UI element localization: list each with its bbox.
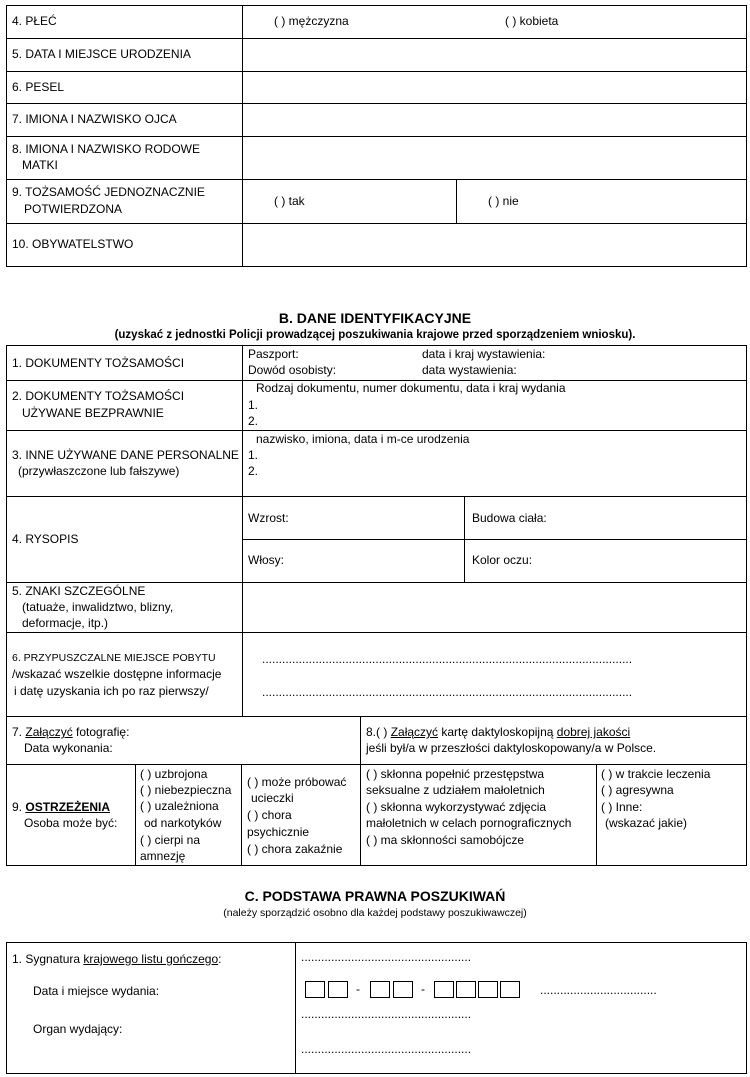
section-c-title: C. PODSTAWA PRAWNA POSZUKIWAŃ — [244, 888, 506, 904]
date-dash-2: - — [421, 982, 425, 996]
warrant-signature-label: 1. Sygnatura krajowego listu gończego: — [12, 952, 222, 966]
warning-treatment[interactable]: ( ) w trakcie leczenia — [601, 767, 711, 781]
identity-confirmed-label: 9. TOŻSAMOŚĆ JEDNOZNACZNIE — [12, 185, 205, 199]
warning-armed[interactable]: ( ) uzbrojona — [140, 767, 208, 781]
issuing-authority-label: Organ wydający: — [33, 1022, 123, 1036]
id-card-date-label: data wystawienia: — [422, 363, 517, 377]
warning-sexual[interactable]: ( ) skłonna popełnić przestępstwa — [366, 767, 545, 781]
residence-label: 6. PRZYPUSZCZALNE MIEJSCE POBYTU — [12, 652, 216, 664]
other-personal-data-head: nazwisko, imiona, data i m-ce urodzenia — [256, 432, 470, 446]
eye-color-label: Kolor oczu: — [472, 553, 533, 567]
warning-pornography[interactable]: ( ) skłonna wykorzystywać zdjęcia — [366, 800, 547, 814]
height-label: Wzrost: — [248, 511, 289, 525]
illegal-documents-item-1: 1. — [248, 398, 259, 412]
warning-addicted-2: od narkotyków — [144, 816, 222, 830]
warning-escape[interactable]: ( ) może próbować — [247, 775, 347, 789]
id-card-label: Dowód osobisty: — [248, 363, 337, 377]
warning-amnesia-2: amnezję — [140, 849, 186, 863]
residence-label-3: i datę uzyskania ich po raz pierwszy/ — [14, 684, 209, 698]
sex-label: 4. PŁEĆ — [12, 14, 57, 28]
section-c-subtitle: (należy sporządzić osobno dla każdej podstawy poszukiwawczej) — [223, 907, 527, 919]
warning-pornography-2: małoletnich w celach pornograficznych — [366, 816, 572, 830]
warning-escape-2: ucieczki — [251, 791, 294, 805]
residence-dots-2[interactable]: ............................................................................................................... — [262, 685, 633, 699]
identity-confirmed-label-2: POTWIERDZONA — [24, 202, 122, 216]
photo-label: 7. Załączyć fotografię: — [12, 725, 130, 739]
fingerprint-label: 8.( ) Załączyć kartę daktyloskopijną dobrej jakości — [366, 725, 631, 739]
description-label: 4. RYSOPIS — [12, 532, 79, 546]
id-documents-label: 1. DOKUMENTY TOŻSAMOŚCI — [12, 356, 185, 370]
warning-suicidal[interactable]: ( ) ma skłonności samobójcze — [366, 833, 525, 847]
mother-name-label: 8. IMIONA I NAZWISKO RODOWE — [12, 142, 201, 156]
warning-mental-2: psychicznie — [247, 825, 310, 839]
illegal-documents-label-2: UŻYWANE BEZPRAWNIE — [22, 406, 164, 420]
illegal-documents-label: 2. DOKUMENTY TOŻSAMOŚCI — [12, 389, 185, 403]
other-personal-data-label: 3. INNE UŻYWANE DANE PERSONALNE — [12, 448, 239, 462]
other-personal-data-item-1: 1. — [248, 448, 259, 462]
distinguishing-marks-label-3: deformacje, itp.) — [22, 616, 109, 630]
hair-label: Włosy: — [248, 553, 284, 567]
distinguishing-marks-label-2: (tatuaże, inwalidztwo, blizny, — [22, 600, 174, 614]
section-b-title: B. DANE IDENTYFIKACYJNE — [278, 310, 472, 326]
father-name-label: 7. IMIONA I NAZWISKO OJCA — [12, 112, 177, 126]
sex-option-male[interactable]: ( ) mężczyzna — [274, 14, 349, 28]
distinguishing-marks-label: 5. ZNAKI SZCZEGÓLNE — [12, 584, 146, 598]
warrant-signature-dots[interactable]: ................................................... — [301, 950, 472, 964]
identity-option-yes[interactable]: ( ) tak — [274, 194, 305, 208]
warning-addicted[interactable]: ( ) uzależniona — [140, 799, 219, 813]
warning-amnesia[interactable]: ( ) cierpi na — [140, 833, 201, 847]
attach-link: Załączyć — [25, 725, 73, 739]
sex-option-female[interactable]: ( ) kobieta — [505, 14, 559, 28]
citizenship-label: 10. OBYWATELSTWO — [12, 237, 134, 251]
identity-option-no[interactable]: ( ) nie — [488, 194, 519, 208]
warning-aggressive[interactable]: ( ) agresywna — [601, 783, 674, 797]
issue-place-dots[interactable]: ................................... — [540, 983, 657, 997]
issuing-authority-dots[interactable]: ................................................... — [301, 1042, 472, 1056]
section-b-subtitle: (uzyskać z jednostki Policji prowadzącej poszukiwania krajowe przed sporządzeniem wniosku). — [114, 329, 636, 341]
warning-mental[interactable]: ( ) chora — [247, 808, 292, 822]
warning-sexual-2: seksualne z udziałem małoletnich — [366, 783, 545, 797]
warnings-label-2: Osoba może być: — [24, 816, 118, 830]
warnings-label: 9. OSTRZEŻENIA — [12, 800, 111, 814]
warning-infectious[interactable]: ( ) chora zakaźnie — [247, 842, 343, 856]
build-label: Budowa ciała: — [472, 511, 547, 525]
residence-dots-1[interactable]: ............................................................................................................... — [262, 652, 633, 666]
warning-dangerous[interactable]: ( ) niebezpieczna — [140, 783, 232, 797]
residence-label-2: /wskazać wszelkie dostępne informacje — [12, 667, 222, 681]
other-personal-data-item-2: 2. — [248, 464, 259, 478]
issue-date-place-label: Data i miejsce wydania: — [33, 984, 160, 998]
date-dash-1: - — [356, 982, 360, 996]
illegal-documents-item-2: 2. — [248, 414, 259, 428]
fingerprint-label-2: jeśli był/a w przeszłości daktyloskopowany/a w Polsce. — [366, 741, 657, 755]
birth-date-label: 5. DATA I MIEJSCE URODZENIA — [12, 47, 191, 61]
mother-name-label-2: MATKI — [22, 158, 58, 172]
photo-date-label: Data wykonania: — [24, 741, 113, 755]
issue-extra-dots[interactable]: ................................................... — [301, 1007, 472, 1021]
illegal-documents-head: Rodzaj dokumentu, numer dokumentu, data i kraj wydania — [256, 381, 566, 395]
passport-label: Paszport: — [248, 347, 299, 361]
warning-other-2: (wskazać jakie) — [605, 816, 688, 830]
passport-date-label: data i kraj wystawienia: — [422, 347, 546, 361]
pesel-label: 6. PESEL — [12, 80, 65, 94]
warning-other[interactable]: ( ) Inne: — [601, 800, 643, 814]
other-personal-data-label-2: (przywłaszczone lub fałszywe) — [18, 464, 180, 478]
